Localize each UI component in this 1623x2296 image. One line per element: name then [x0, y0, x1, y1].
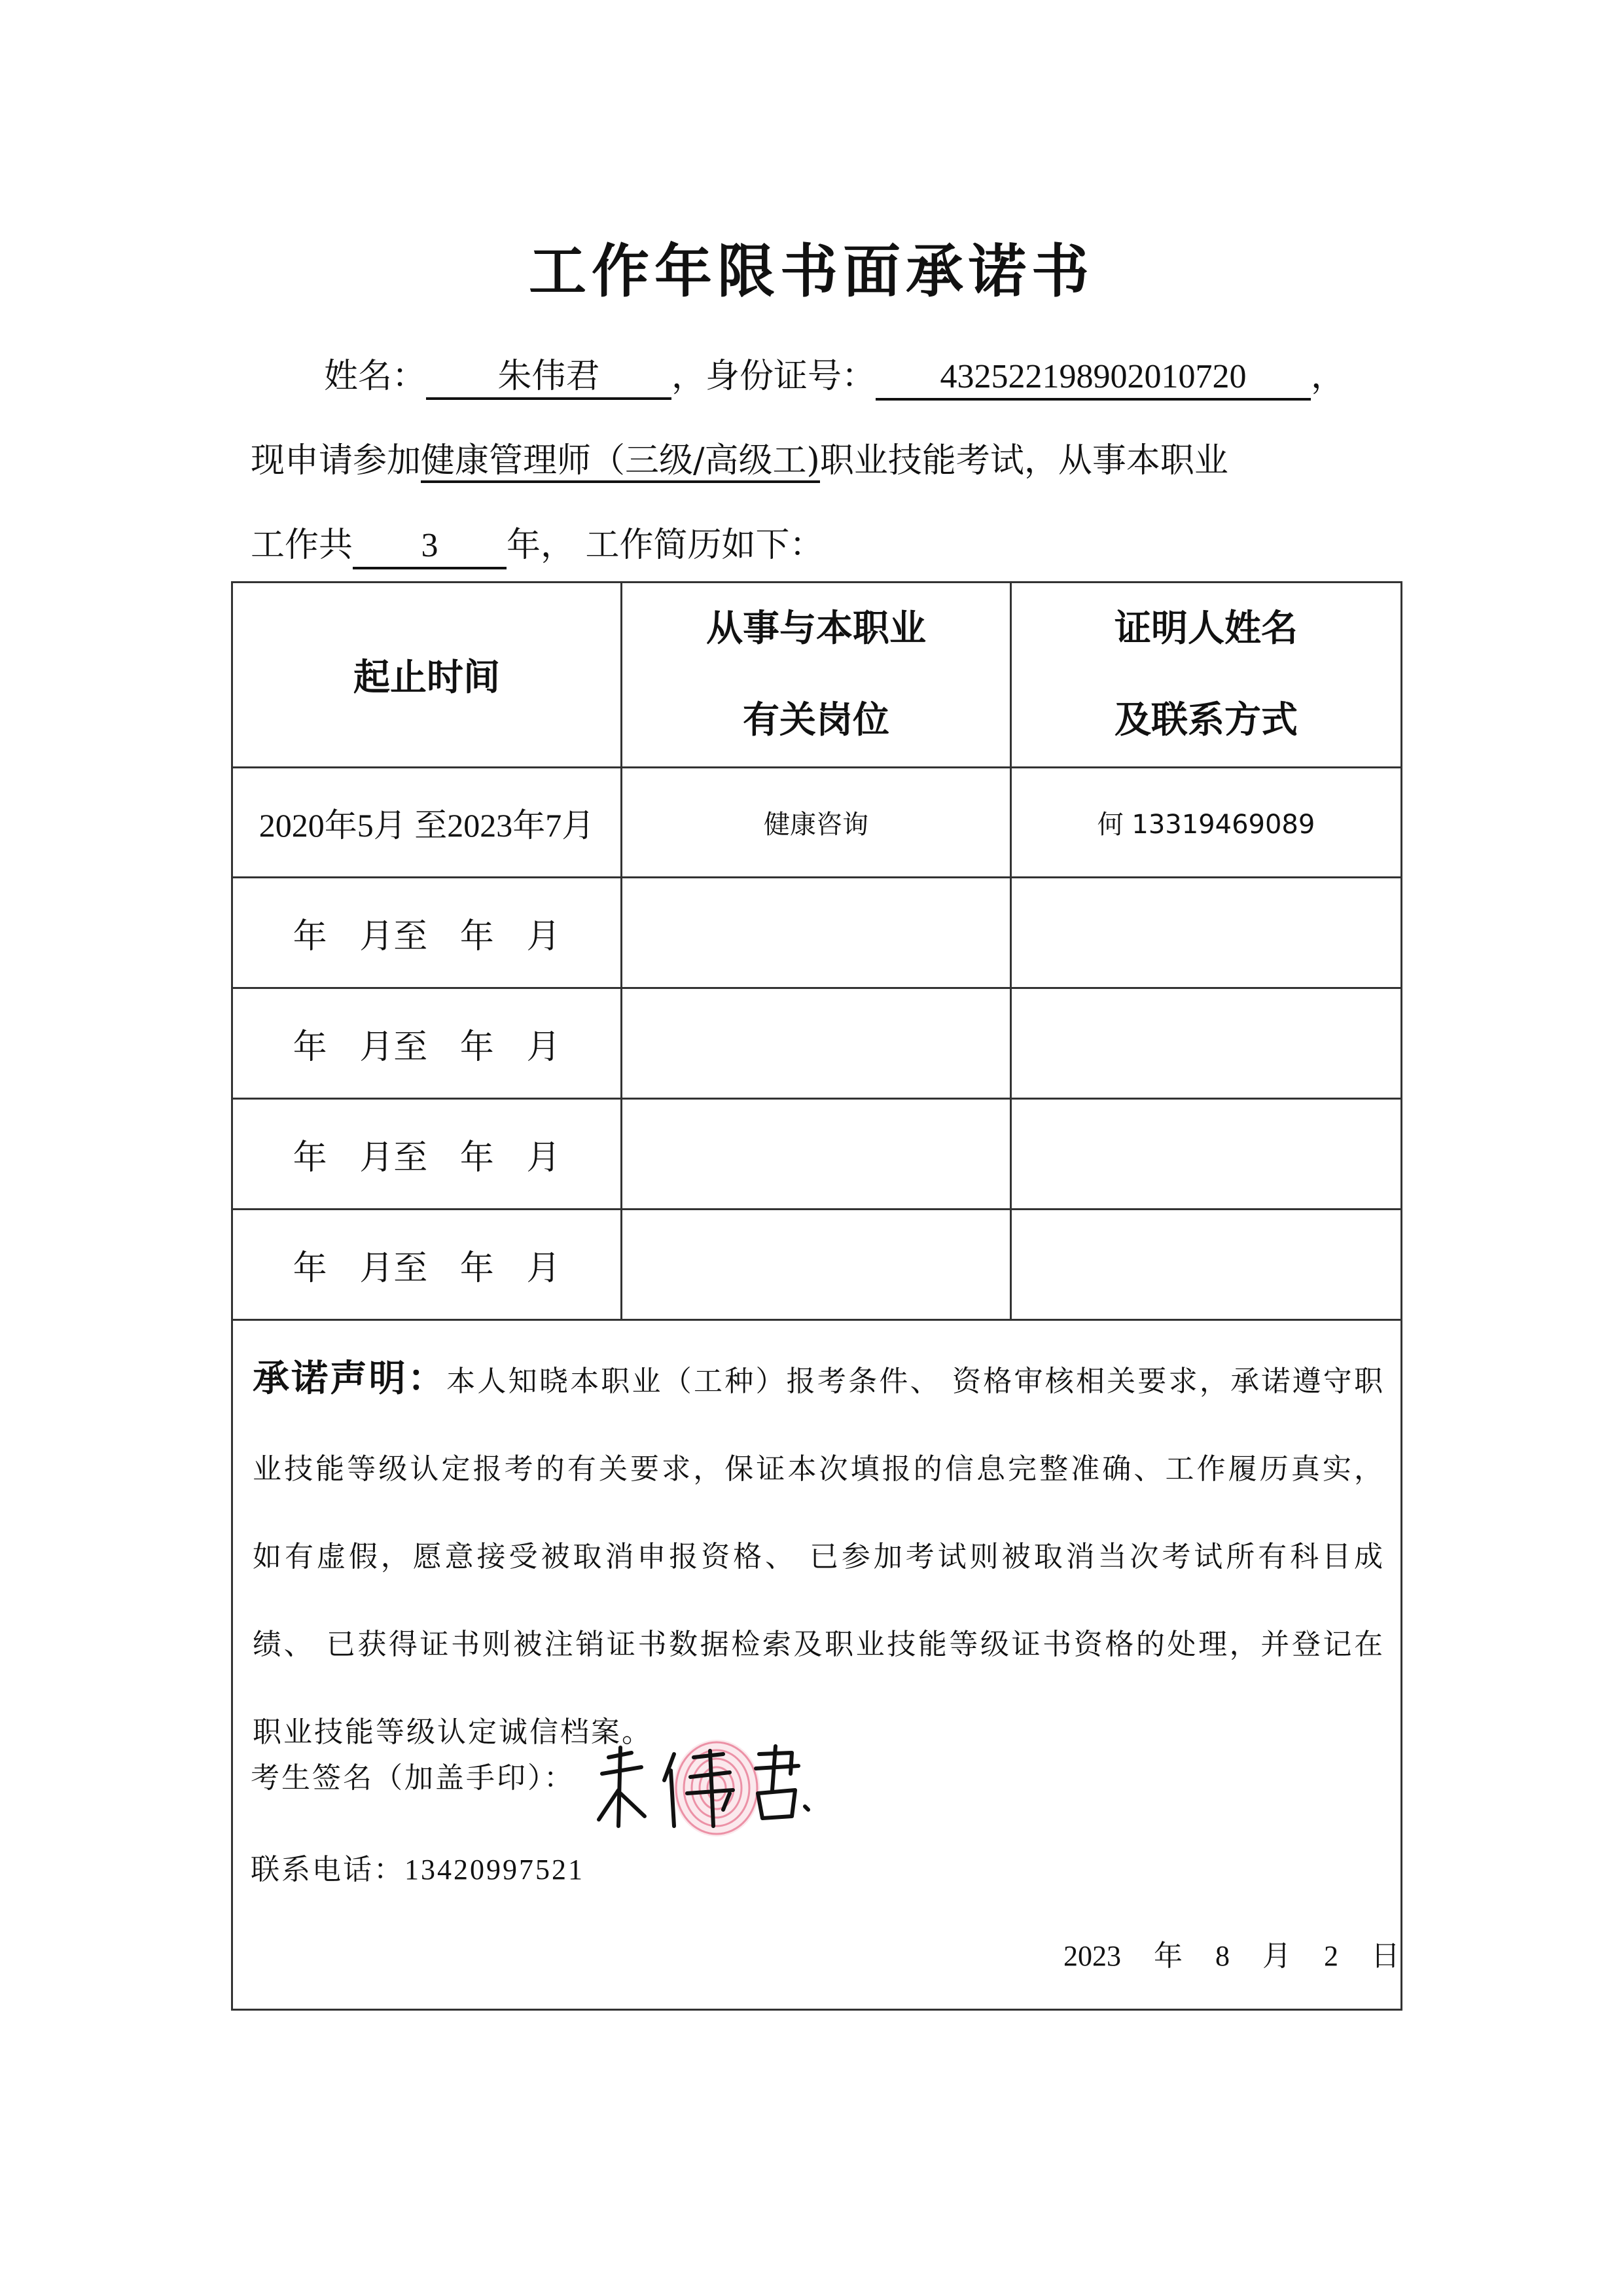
- id-label: ，身份证号：: [671, 357, 876, 396]
- phone-line: [251, 1846, 584, 1888]
- declaration-text: [253, 1335, 1385, 1776]
- row-time: 年 月至 年 月: [232, 988, 622, 1099]
- header-post: [622, 583, 1011, 768]
- table-row: [232, 988, 1402, 1099]
- row-post: [622, 878, 1011, 988]
- years-suffix: 年， 工作简历如下：: [507, 526, 824, 565]
- phone-label: 联系电话：: [251, 1853, 404, 1886]
- apply-prefix: 现申请参加: [251, 441, 421, 480]
- occupation: 健康管理师（三级/高级工): [421, 441, 820, 483]
- date-line: [1063, 1932, 1400, 1974]
- date-day-unit: 日: [1371, 1939, 1400, 1973]
- header-witness: [1011, 583, 1402, 768]
- years-prefix: 工作共: [251, 526, 353, 565]
- row-witness: 何 13319469089: [1011, 768, 1402, 878]
- date-day: 2: [1324, 1940, 1338, 1972]
- table-row: [232, 878, 1402, 988]
- header-post-line1: 从事与本职业: [706, 607, 926, 650]
- page-title: 工作年限书面承诺书: [528, 238, 1094, 305]
- declaration-head: 承诺声明：: [253, 1357, 447, 1400]
- row-post: [622, 1099, 1011, 1210]
- apply-suffix: 职业技能考试，从事本职业: [819, 441, 1228, 480]
- row-witness: [1011, 878, 1402, 988]
- row-time: 年 月至 年 月: [232, 1210, 622, 1320]
- row-post: [622, 1210, 1011, 1320]
- date-month-unit: 月: [1262, 1939, 1291, 1973]
- signature-label: 考生签名（加盖手印）：: [251, 1761, 575, 1795]
- date-year-unit: 年: [1154, 1939, 1183, 1973]
- header-witness-line2: 及联系方式: [1115, 699, 1298, 742]
- row-time: 年 月至 年 月: [232, 878, 622, 988]
- date-year: 2023: [1063, 1940, 1121, 1972]
- intro-line-3: [251, 519, 824, 571]
- row-time: 2020年5月 至2023年7月: [232, 768, 622, 878]
- name-value: 朱伟君: [426, 355, 671, 400]
- table-row: [232, 768, 1402, 878]
- header-post-line2: 有关岗位: [743, 699, 889, 742]
- table-header-row: [232, 583, 1402, 768]
- row-witness: [1011, 1099, 1402, 1210]
- id-value: 432522198902010720: [876, 356, 1311, 401]
- date-month: 8: [1215, 1940, 1230, 1972]
- table-row: [232, 1099, 1402, 1210]
- signature-fingerprint-icon: [582, 1728, 844, 1839]
- id-trail: ，: [1311, 357, 1346, 396]
- declaration-cell: [232, 1320, 1402, 2010]
- declaration-body: 本人知晓本职业（工种）报考条件、 资格审核相关要求，承诺遵守职业技能等级认定报考的有关要求，保证本次填报的信息完整准确、工作履历真实，如有虚假，愿意接受被取消申报资格、 已参加考试则被取消当次考试所有科目成绩、 已获得证书则被注销证书数据检索及职业技能等级证书资格的处理，并登记在职业技能等级认定诚信档案。: [253, 1365, 1385, 1749]
- phone-value: 13420997521: [404, 1854, 584, 1886]
- declaration-row: [232, 1320, 1402, 2010]
- row-post: 健康咨询: [622, 768, 1011, 878]
- row-witness: [1011, 988, 1402, 1099]
- intro-line-1: [324, 350, 1345, 403]
- header-witness-line1: 证明人姓名: [1115, 607, 1298, 650]
- row-time: 年 月至 年 月: [232, 1099, 622, 1210]
- table-row: [232, 1210, 1402, 1320]
- name-label: 姓名：: [324, 357, 427, 396]
- years-value: 3: [353, 525, 507, 569]
- row-witness: [1011, 1210, 1402, 1320]
- header-time: 起止时间: [232, 583, 622, 768]
- intro-line-2: [251, 435, 1228, 487]
- row-post: [622, 988, 1011, 1099]
